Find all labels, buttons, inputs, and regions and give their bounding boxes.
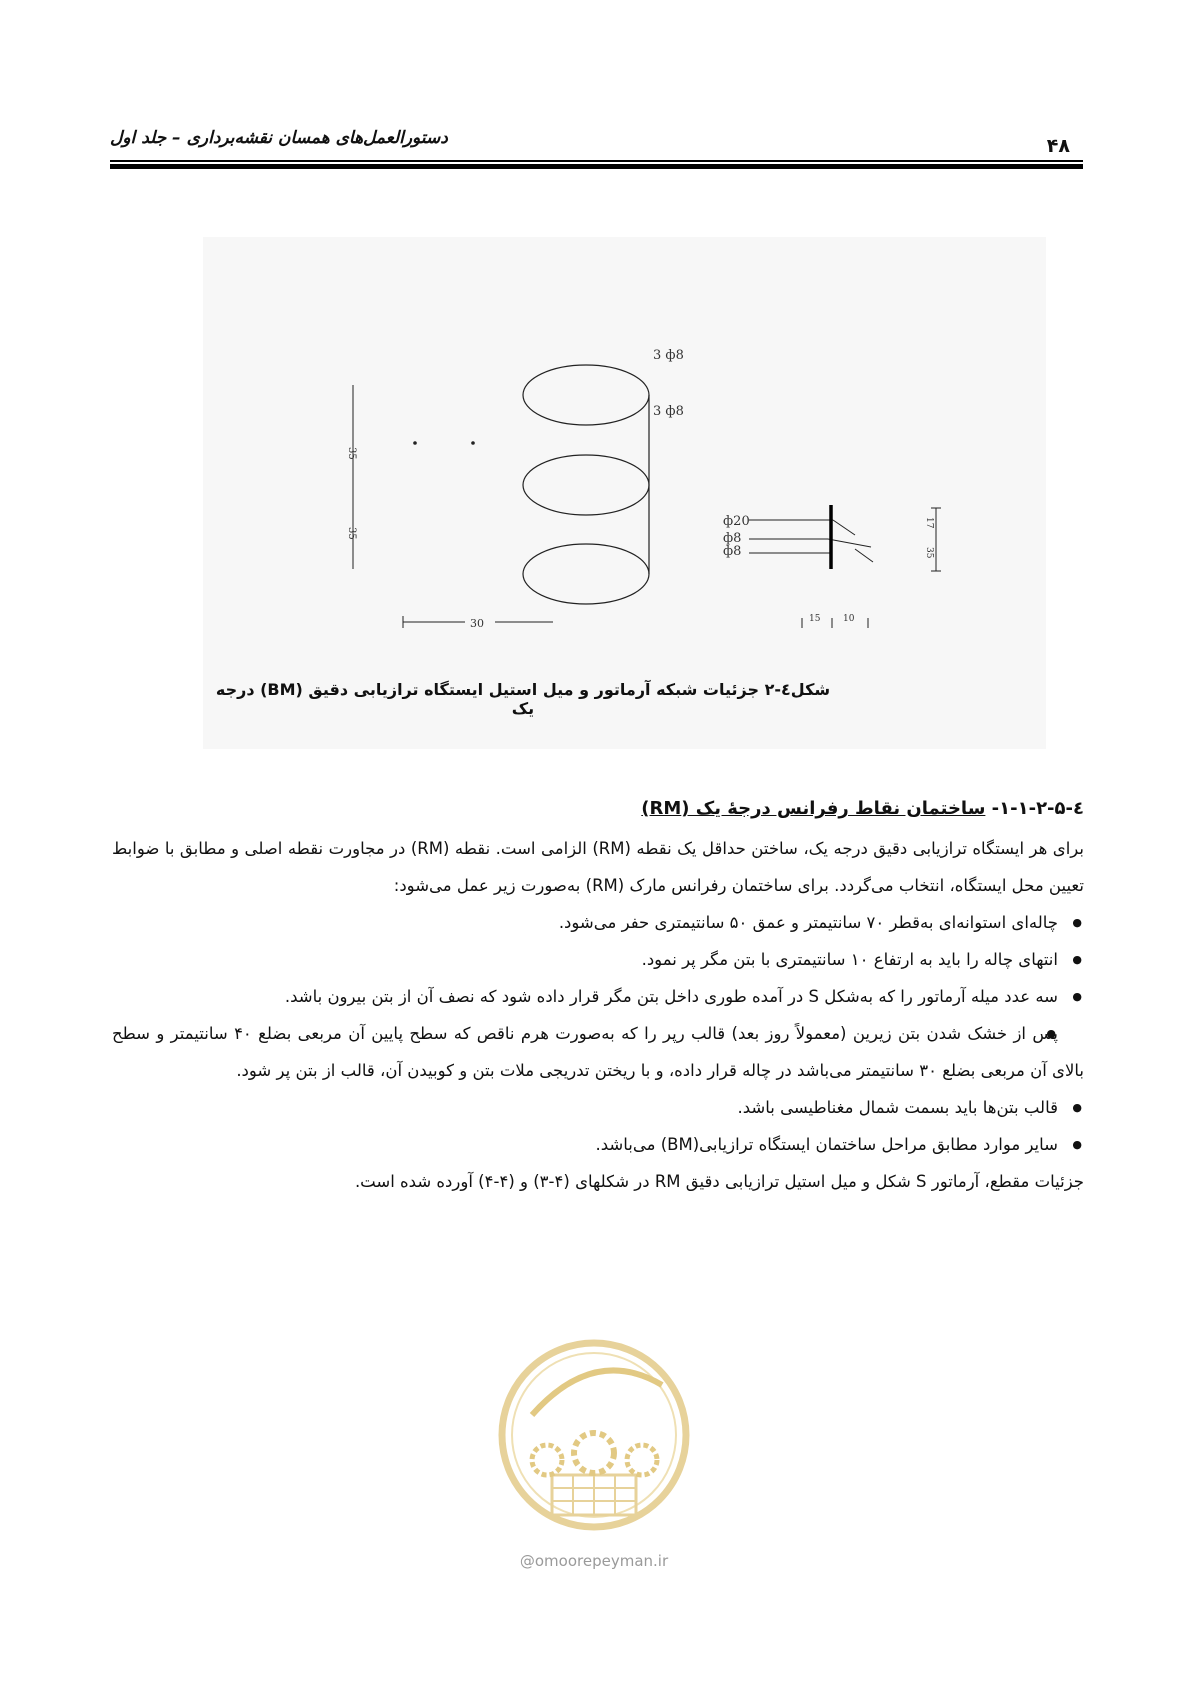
section-number: ٤-۱-۱-۲-۵- [991, 798, 1084, 819]
label-dim-top: 35 [346, 447, 357, 460]
figure-caption: شکل٤-۲ جزئیات شبکه آرماتور و میل استیل ایستگاه ترازیابی دقیق (BM) درجه یک [215, 680, 831, 718]
bullet-item: ● قالب بتن‌ها باید بسمت شمال مغناطیسی باشد. [112, 1089, 1084, 1126]
bullet-item: ● چاله‌ای استوانه‌ای به‌قطر ۷۰ سانتیمتر و عمق ۵۰ سانتیمتری حفر می‌شود. [112, 904, 1084, 941]
leader-phi8-b-slant [855, 549, 873, 562]
figure-drawing [203, 237, 1046, 749]
header-rule-thick [110, 164, 1083, 169]
rebar-dot-right [471, 441, 475, 445]
header-rule-thin [110, 160, 1083, 162]
rebar-dot-left [413, 441, 417, 445]
bullet-item: ● انتهای چاله را باید به ارتفاع ۱۰ سانتیمتری با بتن مگر پر نمود. [112, 941, 1084, 978]
leader-phi20-slant [833, 520, 855, 535]
label-rebar-mid: 3 ф8 [653, 404, 684, 419]
leader-phi8-a-slant [828, 539, 871, 547]
label-phi8-b: ф8 [723, 544, 742, 559]
main-text [112, 790, 1084, 1200]
bullet-item: ● پس از خشک شدن بتن زیرین (معمولاً روز بعد) قالب رپر را که به‌صورت هرم ناقص که سطح پایین آن مربعی بضلع ۴۰ سانتیمتر و سطح بالای آن مربعی بضلع ۳۰ سانتیمتر می‌باشد در چاله قرار داده، و با ریختن تدریجی ملات بتن و کوبیدن آن، قالب از بتن پر شود. [112, 1015, 1084, 1089]
bullet-item: ● سه عدد میله آرماتور را که به‌شکل S در آمده طوری داخل بتن مگر قرار داده شود که نصف آن از بتن بیرون باشد. [112, 978, 1084, 1015]
label-rebar-top: 3 ф8 [653, 348, 684, 363]
section-title: ساختمان نقاط رفرانس درجۀ یک (RM) [641, 798, 986, 819]
label-detail-dim-top: 17 [924, 517, 934, 529]
cylinder-mid-ellipse [523, 455, 649, 515]
label-detail-dim-left: 15 [809, 614, 821, 624]
watermark-site: @omoorepeyman.ir [519, 1552, 669, 1570]
label-dim-bottom: 35 [346, 527, 357, 540]
cylinder-top-ellipse [523, 365, 649, 425]
label-dim-diameter: 30 [470, 617, 484, 630]
running-header-title: دستورالعمل‌های همسان نقشه‌برداری – جلد اول [110, 128, 448, 148]
rebar-detail-figure [203, 237, 1046, 749]
intro-paragraph: برای هر ایستگاه ترازیابی دقیق درجه یک، ساختن حداقل یک نقطه (RM) الزامی است. نقطه (RM) در مجاورت نقطه اصلی و مطابق با ضوابط تعیین محل ایستگاه، انتخاب می‌گردد. برای ساختمان رفرانس مارک (RM) به‌صورت زیر عمل می‌شود: [112, 839, 1084, 895]
label-phi8-a: ф8 [723, 531, 742, 546]
bullet-item: ● سایر موارد مطابق مراحل ساختمان ایستگاه ترازیابی(BM) می‌باشد. [112, 1126, 1084, 1163]
label-detail-dim-bottom: 35 [924, 547, 934, 559]
page-number: ۴۸ [1046, 135, 1070, 157]
label-phi20: ф20 [723, 514, 750, 529]
section-heading [112, 790, 1084, 827]
closing-paragraph: جزئیات مقطع، آرماتور S شکل و میل استیل ترازیابی دقیق RM در شکلهای (۴-۳) و (۴-۴) آورده شده است. [354, 1172, 1084, 1191]
watermark-seal-icon [492, 1325, 696, 1545]
label-detail-dim-right: 10 [843, 614, 855, 624]
watermark-logo [492, 1325, 696, 1545]
cylinder-bottom-ellipse [523, 544, 649, 604]
